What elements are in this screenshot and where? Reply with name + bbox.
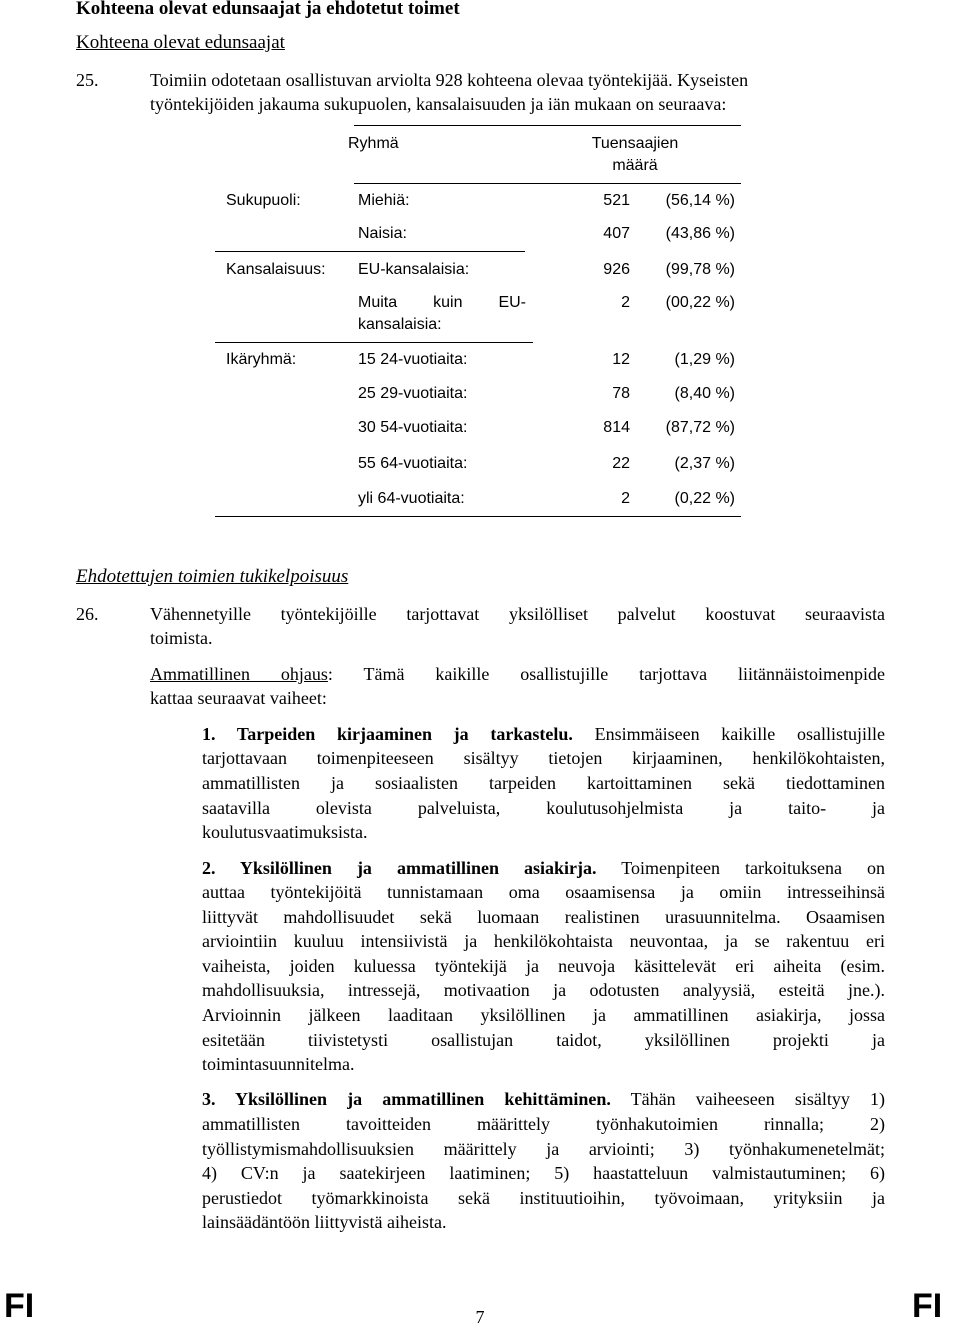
row-percent: (1,29 %) — [674, 351, 735, 368]
row-count: 926 — [603, 261, 630, 278]
step-title: 1. Tarpeiden kirjaaminen ja tarkastelu. — [202, 724, 573, 744]
step-title: 2. Yksilöllinen ja ammatillinen asiakirja. — [202, 858, 597, 878]
table-bottom-rule — [215, 516, 741, 517]
step-title: 3. Yksilöllinen ja ammatillinen kehittäminen. — [202, 1089, 611, 1109]
step-line — [202, 1087, 885, 1111]
step-line: tarjottavaan toimenpiteeseen sisältyy tietojen kirjaaminen, henkilökohtaisten, — [202, 748, 885, 768]
step-line: ammatillisten ja sosiaalisten tarpeiden kartoittaminen sekä tiedottaminen — [202, 773, 885, 793]
step-line: toimintasuunnitelma. — [202, 1054, 355, 1074]
sub-heading: Kohteena olevat edunsaajat — [76, 32, 285, 53]
step-line — [202, 856, 885, 880]
paragraph-25-line2: työntekijöiden jakauma sukupuolen, kansalaisuuden ja iän mukaan on seuraava: — [150, 94, 727, 114]
row-group: EU-kansalaisia: — [358, 261, 470, 278]
paragraph-26-line1: Vähennetyille työntekijöille tarjottavat yksilölliset palvelut koostuvat seuraavista — [150, 604, 885, 624]
column-header-count-line1: Tuensaajien — [591, 135, 679, 152]
guidance-label: Ammatillinen ohjaus — [150, 664, 328, 684]
row-percent: (00,22 %) — [665, 294, 735, 311]
row-category: Sukupuoli: — [226, 192, 301, 209]
step-line: 4) CV:n ja saatekirjeen laatiminen; 5) haastatteluun valmistautuminen; 6) — [202, 1163, 885, 1183]
step-line: lainsäädäntöön liittyvistä aiheista. — [202, 1212, 447, 1232]
step-line: koulutusvaatimuksista. — [202, 822, 368, 842]
row-count: 22 — [612, 455, 630, 472]
paragraph-25-line1: Toimiin odotetaan osallistuvan arviolta 928 kohteena olevaa työntekijää. Kyseisten — [150, 70, 749, 90]
row-count: 2 — [621, 294, 630, 311]
row-percent: (0,22 %) — [674, 490, 735, 507]
row-group: 55 64-vuotiaita: — [358, 455, 468, 472]
guidance-line1-text: : Tämä kaikille osallistujille tarjottava liitännäistoimenpide — [327, 664, 885, 684]
step-line: esitetään tiivistetysti osallistujan taidot, yksilöllinen projekti ja — [202, 1030, 885, 1050]
section-rule — [215, 251, 525, 252]
column-header-group: Ryhmä — [348, 135, 399, 152]
paragraph-26-line2: toimista. — [150, 628, 213, 648]
row-group-continued: kansalaisia: — [358, 316, 442, 333]
column-header-count-line2: määrä — [612, 157, 658, 174]
step-line: vaiheista, joiden kuluessa työntekijä ja neuvoja käsittelevät eri aiheita (esim. — [202, 956, 885, 976]
row-count: 12 — [612, 351, 630, 368]
row-category: Kansalaisuus: — [226, 261, 326, 278]
row-count: 407 — [603, 225, 630, 242]
row-group: Miehiä: — [358, 192, 410, 209]
step-line: arviointiin kuuluu intensiivistä ja henkilökohtaista neuvontaa, ja se rakentuu eri — [202, 931, 885, 951]
step-line: liittyvät mahdollisuudet sekä luomaan realistinen urasuunnitelma. Osaamisen — [202, 907, 885, 927]
table-header-rule — [354, 183, 741, 184]
row-group: 25 29-vuotiaita: — [358, 385, 468, 402]
row-percent: (8,40 %) — [674, 385, 735, 402]
row-group: Muita kuin EU- — [358, 294, 526, 311]
row-percent: (43,86 %) — [665, 225, 735, 242]
row-group: 15 24-vuotiaita: — [358, 351, 468, 368]
section-rule — [215, 342, 533, 343]
row-group: yli 64-vuotiaita: — [358, 490, 465, 507]
main-heading: Kohteena olevat edunsaajat ja ehdotetut toimet — [76, 0, 460, 19]
step-line — [202, 722, 885, 746]
row-count: 78 — [612, 385, 630, 402]
paragraph-number-25: 25. — [76, 70, 99, 90]
footer-language-left: FI — [4, 1287, 35, 1325]
step-text: Toimenpiteen tarkoituksena on — [596, 858, 885, 878]
step-line: mahdollisuuksia, intressejä, motivaation ja odotusten analyysiä, esteitä jne.). — [202, 980, 885, 1000]
step-line: Arvioinnin jälkeen laaditaan yksilöllinen ja ammatillinen asiakirja, jossa — [202, 1005, 885, 1025]
row-category: Ikäryhmä: — [226, 351, 297, 368]
step-line: ammatillisten tavoitteiden määrittely työnhakutoimien rinnalla; 2) — [202, 1114, 885, 1134]
row-group: Naisia: — [358, 225, 407, 242]
step-line: saatavilla olevista palveluista, koulutusohjelmista ja taito- ja — [202, 798, 885, 818]
eligibility-heading: Ehdotettujen toimien tukikelpoisuus — [76, 566, 349, 587]
guidance-line2: kattaa seuraavat vaiheet: — [150, 688, 327, 708]
row-count: 814 — [603, 419, 630, 436]
paragraph-number-26: 26. — [76, 604, 99, 624]
step-line: perustiedot työmarkkinoista sekä instituutioihin, työvoimaan, yrityksiin ja — [202, 1188, 885, 1208]
step-line: auttaa työntekijöitä tunnistamaan oma osaamisensa ja omiin intresseihinsä — [202, 882, 885, 902]
guidance-line1 — [150, 662, 885, 686]
footer-language-right: FI — [912, 1287, 943, 1325]
row-count: 2 — [621, 490, 630, 507]
step-text: Ensimmäiseen kaikille osallistujille — [572, 724, 885, 744]
page-number: 7 — [475, 1307, 485, 1327]
row-count: 521 — [603, 192, 630, 209]
row-percent: (99,78 %) — [665, 261, 735, 278]
row-percent: (2,37 %) — [674, 455, 735, 472]
step-text: Tähän vaiheeseen sisältyy 1) — [610, 1089, 885, 1109]
row-percent: (56,14 %) — [665, 192, 735, 209]
row-percent: (87,72 %) — [665, 419, 735, 436]
table-top-rule — [354, 125, 741, 126]
row-group: 30 54-vuotiaita: — [358, 419, 468, 436]
step-line: työllistymismahdollisuuksien määrittely ja arviointi; 3) työnhakumenetelmät; — [202, 1139, 885, 1159]
